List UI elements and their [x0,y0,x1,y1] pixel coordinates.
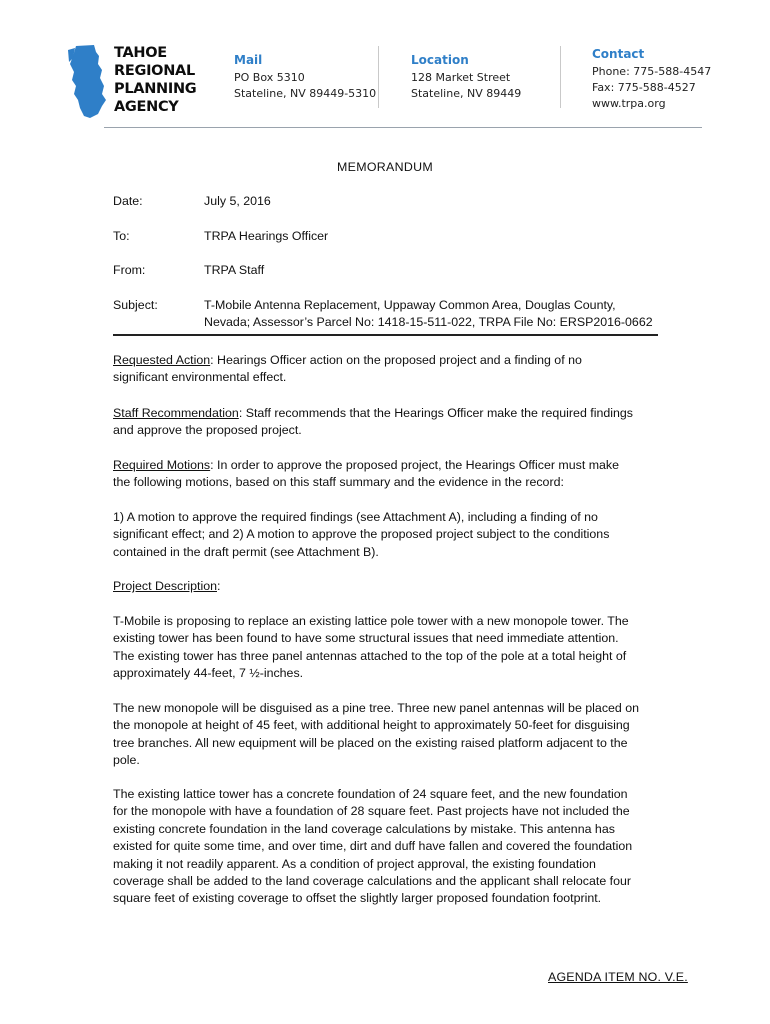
required-motions-text: the following motions, based on this staff summary and the evidence in the record: [113,475,564,490]
logo-line: TAHOE [114,45,167,61]
logo-line: AGENCY [114,99,179,115]
trpa-logo [66,44,196,120]
agenda-item-footer: AGENDA ITEM NO. V.E. [548,970,688,984]
to-label: To: [113,229,130,243]
paragraph-line: significant effect; and 2) A motion to approve the proposed project subject to the conditions [113,527,610,542]
logo-line: REGIONAL [114,63,195,79]
staff-recommendation-section [113,405,661,440]
paragraph-line: making it not readily apparent. As a condition of project approval, the existing foundation [113,856,596,871]
paragraph-line: coverage shall be added to the land coverage calculations and the applicant shall relocate four [113,874,631,889]
from-value: TRPA Staff [204,263,265,277]
date-label: Date: [113,194,143,208]
required-motions-text: : In order to approve the proposed project, the Hearings Officer must make [210,458,619,472]
requested-action-text: : Hearings Officer action on the proposed project and a finding of no [210,353,582,367]
paragraph-line: T-Mobile is proposing to replace an existing lattice pole tower with a new monopole tower. The [113,614,629,628]
paragraph-line: the monopole at height of 45 feet, with additional height to approximately 50-feet for disguising [113,718,630,733]
paragraph-line: The new monopole will be disguised as a pine tree. Three new panel antennas will be placed on [113,701,640,715]
paragraph-line: contained in the draft permit (see Attachment B). [113,544,379,559]
subject-value-line: Nevada; Assessor’s Parcel No: 1418-15-511-022, TRPA File No: ERSP2016-0662 [204,315,653,329]
paragraph-line: existing tower has been found to have some structural issues that need immediate attention. [113,631,619,646]
header-rule [104,127,702,128]
project-description-section [113,578,661,595]
mail-line: Stateline, NV 89449-5310 [234,87,377,100]
location-heading: Location [411,53,469,67]
mail-address-block [234,52,376,102]
contact-block [592,46,711,112]
staff-recommendation-text: and approve the proposed project. [113,423,302,438]
contact-heading: Contact [592,47,645,61]
date-value: July 5, 2016 [204,194,271,208]
subject-value-line: T-Mobile Antenna Replacement, Uppaway Common Area, Douglas County, [204,298,616,312]
paragraph-line: approximately 44-feet, 7 ½-inches. [113,666,304,681]
staff-recommendation-heading: Staff Recommendation [113,406,239,420]
required-motions-section [113,457,661,492]
required-motions-heading: Required Motions [113,458,211,472]
memo-title: MEMORANDUM [337,160,433,174]
lake-tahoe-map-icon [66,44,112,120]
motions-list-paragraph [113,509,661,561]
requested-action-text: significant environmental effect. [113,370,287,385]
contact-phone: Phone: 775-588-4547 [592,65,712,78]
heading-colon: : [216,579,221,593]
subject-label: Subject: [113,298,158,312]
paragraph-line: square feet of existing coverage to offset the slightly larger proposed foundation footprint. [113,891,602,906]
staff-recommendation-text: : Staff recommends that the Hearings Officer make the required findings [238,406,633,420]
project-description-heading: Project Description [113,579,217,593]
paragraph-line: existed for quite some time, and over time, dirt and duff have fallen and covered the foundation [113,839,633,854]
mail-line: PO Box 5310 [234,71,305,84]
paragraph-line: The existing lattice tower has a concrete foundation of 24 square feet, and the new foundation [113,787,628,801]
header-divider [378,46,379,108]
description-paragraph-3 [113,786,661,908]
location-line: Stateline, NV 89449 [411,87,522,100]
subject-rule [113,334,658,336]
description-paragraph-2 [113,700,661,770]
to-value: TRPA Hearings Officer [204,229,329,243]
requested-action-section [113,352,661,387]
contact-website-link[interactable]: www.trpa.org [592,97,666,110]
from-label: From: [113,263,146,277]
logo-line: PLANNING [114,81,197,97]
location-line: 128 Market Street [411,71,511,84]
description-paragraph-1 [113,613,661,683]
logo-wordmark [114,44,196,116]
location-address-block [411,52,521,102]
paragraph-line: existing concrete foundation in the land coverage calculations by mistake. This antenna has [113,821,615,836]
paragraph-line: tree branches. All new equipment will be placed on the existing raised platform adjacent to the [113,735,628,750]
paragraph-line: for the monopole with have a foundation of 28 square feet. Past projects have not included the [113,804,630,819]
requested-action-heading: Requested Action [113,353,211,367]
header-divider [560,46,561,108]
mail-heading: Mail [234,53,263,67]
paragraph-line: The existing tower has three panel antennas attached to the top of the pole at a total height of [113,648,627,663]
contact-fax: Fax: 775-588-4527 [592,81,696,94]
paragraph-line: 1) A motion to approve the required findings (see Attachment A), including a finding of no [113,510,598,524]
paragraph-line: pole. [113,753,140,768]
